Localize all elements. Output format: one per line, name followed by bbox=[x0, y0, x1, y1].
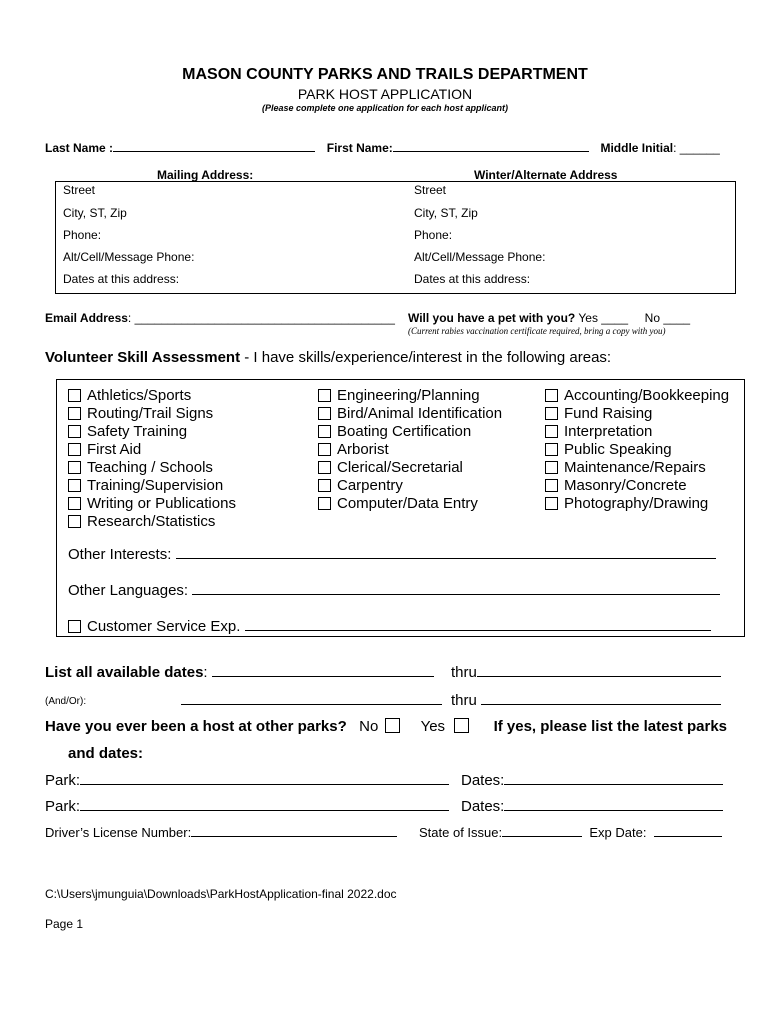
checkbox[interactable] bbox=[68, 461, 81, 474]
mailing-dates-field[interactable]: Dates at this address: bbox=[63, 272, 180, 286]
pet-row bbox=[408, 311, 690, 325]
mailing-address-heading: Mailing Address: bbox=[157, 168, 254, 182]
state-field[interactable] bbox=[502, 836, 582, 837]
license-number-label: Driver’s License Number: bbox=[45, 825, 192, 840]
pet-yes-label: Yes bbox=[578, 311, 598, 325]
first-name-label: First Name bbox=[326, 141, 389, 155]
form-note: (Please complete one application for each host applicant) bbox=[261, 103, 509, 113]
park-dates-row-1 bbox=[461, 772, 723, 789]
available-dates-start-field[interactable] bbox=[212, 676, 434, 677]
alt-dates-start-field[interactable] bbox=[181, 704, 442, 705]
skill-boating[interactable]: Boating Certification bbox=[318, 423, 471, 440]
checkbox[interactable] bbox=[68, 407, 81, 420]
checkbox[interactable] bbox=[318, 461, 331, 474]
checkbox[interactable] bbox=[318, 407, 331, 420]
customer-service-checkbox[interactable] bbox=[68, 620, 81, 633]
park-dates-field-1[interactable] bbox=[504, 784, 723, 785]
alt-dates-row bbox=[181, 692, 442, 709]
host-yes-checkbox[interactable] bbox=[454, 718, 469, 733]
if-yes-label: If yes, please list the latest parks bbox=[493, 718, 728, 735]
email-field[interactable]: _______________________________________ bbox=[134, 311, 395, 325]
mailing-city-field[interactable]: City, ST, Zip bbox=[63, 206, 127, 220]
available-dates-end-field[interactable] bbox=[477, 676, 721, 677]
thru-label: thru bbox=[451, 664, 477, 681]
pet-yes-field[interactable]: ____ bbox=[601, 311, 628, 325]
checkbox[interactable] bbox=[68, 497, 81, 510]
winter-dates-field[interactable]: Dates at this address: bbox=[414, 272, 531, 286]
mailing-phone-field[interactable]: Phone: bbox=[63, 228, 102, 242]
form-subtitle: PARK HOST APPLICATION bbox=[297, 86, 473, 102]
park-row-1 bbox=[45, 772, 449, 789]
alt-dates-end-field[interactable] bbox=[481, 704, 721, 705]
skill-first-aid[interactable]: First Aid bbox=[68, 441, 141, 458]
park-label: Park: bbox=[45, 772, 81, 789]
checkbox[interactable] bbox=[545, 479, 558, 492]
file-path: C:\Users\jmunguia\Downloads\ParkHostApplication-final 2022.doc bbox=[45, 887, 397, 901]
pet-question: Will you have a pet with you? bbox=[408, 311, 576, 325]
host-question-row bbox=[45, 718, 727, 735]
checkbox[interactable] bbox=[68, 443, 81, 456]
skill-writing[interactable]: Writing or Publications bbox=[68, 495, 236, 512]
checkbox[interactable] bbox=[68, 425, 81, 438]
pet-no-label: No bbox=[644, 311, 661, 325]
skill-public-speaking[interactable]: Public Speaking bbox=[545, 441, 672, 458]
other-interests-label: Other Interests: bbox=[68, 546, 172, 563]
skills-heading bbox=[45, 349, 611, 366]
other-languages-row bbox=[68, 582, 720, 599]
skill-fund-raising[interactable]: Fund Raising bbox=[545, 405, 652, 422]
checkbox[interactable] bbox=[318, 497, 331, 510]
exp-date-label: Exp Date: bbox=[589, 825, 647, 840]
skill-accounting[interactable]: Accounting/Bookkeeping bbox=[545, 387, 729, 404]
skill-training[interactable]: Training/Supervision bbox=[68, 477, 223, 494]
skill-teaching[interactable]: Teaching / Schools bbox=[68, 459, 213, 476]
checkbox[interactable] bbox=[545, 461, 558, 474]
available-dates-row: List all available dates: bbox=[45, 664, 434, 681]
checkbox[interactable] bbox=[545, 407, 558, 420]
checkbox[interactable] bbox=[68, 389, 81, 402]
name-row: Last Name : First Name: Middle Initial: ______ bbox=[45, 141, 720, 155]
page-number: Page 1 bbox=[45, 917, 84, 931]
state-label: State of Issue: bbox=[419, 825, 503, 840]
alt-dates-thru-row bbox=[451, 692, 721, 709]
exp-date-field[interactable] bbox=[654, 836, 722, 837]
other-interests-row bbox=[68, 546, 716, 563]
skill-athletics[interactable]: Athletics/Sports bbox=[68, 387, 191, 404]
middle-initial-label: Middle Initial bbox=[600, 141, 674, 155]
skills-heading-title: Volunteer Skill Assessment bbox=[45, 349, 241, 366]
skill-interpretation[interactable]: Interpretation bbox=[545, 423, 652, 440]
other-languages-field[interactable] bbox=[192, 594, 720, 595]
mailing-street-field[interactable]: Street bbox=[63, 183, 96, 197]
skill-research[interactable]: Research/Statistics bbox=[68, 513, 215, 530]
skill-safety-training[interactable]: Safety Training bbox=[68, 423, 187, 440]
park-field-2[interactable] bbox=[80, 810, 449, 811]
pet-note: (Current rabies vaccination certificate required, bring a copy with you) bbox=[408, 326, 666, 336]
thru-label: thru bbox=[451, 692, 477, 709]
winter-city-field[interactable]: City, ST, Zip bbox=[414, 206, 478, 220]
checkbox[interactable] bbox=[318, 425, 331, 438]
winter-street-field[interactable]: Street bbox=[414, 183, 447, 197]
last-name-label: Last Name bbox=[45, 141, 106, 155]
skill-masonry[interactable]: Masonry/Concrete bbox=[545, 477, 687, 494]
last-name-field[interactable] bbox=[113, 151, 315, 152]
email-label: Email Address bbox=[45, 311, 128, 325]
checkbox[interactable] bbox=[545, 443, 558, 456]
and-or-label: (And/Or): bbox=[45, 696, 87, 707]
first-name-field[interactable] bbox=[393, 151, 589, 152]
checkbox[interactable] bbox=[318, 389, 331, 402]
skills-heading-rest: - I have skills/experience/interest in the following areas: bbox=[240, 349, 612, 366]
host-no-checkbox[interactable] bbox=[385, 718, 400, 733]
checkbox[interactable] bbox=[545, 497, 558, 510]
skill-data-entry[interactable]: Computer/Data Entry bbox=[318, 495, 478, 512]
checkbox[interactable] bbox=[545, 389, 558, 402]
skill-arborist[interactable]: Arborist bbox=[318, 441, 389, 458]
email-row: Email Address: _______________________________________ bbox=[45, 311, 395, 325]
dates-label: Dates: bbox=[461, 798, 505, 815]
skill-trail-signs[interactable]: Routing/Trail Signs bbox=[68, 405, 213, 422]
host-yes-label: Yes bbox=[420, 718, 446, 735]
license-number-field[interactable] bbox=[191, 836, 397, 837]
available-dates-label: List all available dates bbox=[45, 664, 204, 681]
checkbox[interactable] bbox=[545, 425, 558, 438]
park-dates-row-2 bbox=[461, 798, 723, 815]
skill-maintenance[interactable]: Maintenance/Repairs bbox=[545, 459, 706, 476]
checkbox[interactable] bbox=[318, 479, 331, 492]
customer-service-row bbox=[68, 618, 711, 635]
skill-bird-animal[interactable]: Bird/Animal Identification bbox=[318, 405, 502, 422]
state-row bbox=[419, 825, 722, 840]
skill-photography[interactable]: Photography/Drawing bbox=[545, 495, 708, 512]
dates-label: Dates: bbox=[461, 772, 505, 789]
skill-engineering[interactable]: Engineering/Planning bbox=[318, 387, 480, 404]
host-no-label: No bbox=[359, 718, 379, 735]
park-row-2 bbox=[45, 798, 449, 815]
license-row bbox=[45, 825, 397, 840]
other-interests-field[interactable] bbox=[176, 558, 716, 559]
checkbox[interactable] bbox=[68, 515, 81, 528]
form-title: MASON COUNTY PARKS AND TRAILS DEPARTMENT bbox=[182, 66, 588, 83]
pet-no-field[interactable]: ____ bbox=[663, 311, 691, 325]
checkbox[interactable] bbox=[318, 443, 331, 456]
park-label: Park: bbox=[45, 798, 81, 815]
other-languages-label: Other Languages: bbox=[68, 582, 189, 599]
skill-carpentry[interactable]: Carpentry bbox=[318, 477, 403, 494]
park-field-1[interactable] bbox=[80, 784, 449, 785]
winter-phone-field[interactable]: Phone: bbox=[414, 228, 453, 242]
and-dates-label: and dates: bbox=[68, 745, 144, 762]
mailing-alt-phone-field[interactable]: Alt/Cell/Message Phone: bbox=[63, 250, 195, 264]
customer-service-label: Customer Service Exp. bbox=[87, 618, 241, 635]
winter-alt-phone-field[interactable]: Alt/Cell/Message Phone: bbox=[414, 250, 546, 264]
winter-address-heading: Winter/Alternate Address bbox=[474, 168, 618, 182]
skill-clerical[interactable]: Clerical/Secretarial bbox=[318, 459, 463, 476]
host-question: Have you ever been a host at other parks? bbox=[45, 718, 347, 735]
checkbox[interactable] bbox=[68, 479, 81, 492]
available-dates-thru-row bbox=[451, 664, 721, 681]
customer-service-field[interactable] bbox=[245, 630, 711, 631]
park-dates-field-2[interactable] bbox=[504, 810, 723, 811]
